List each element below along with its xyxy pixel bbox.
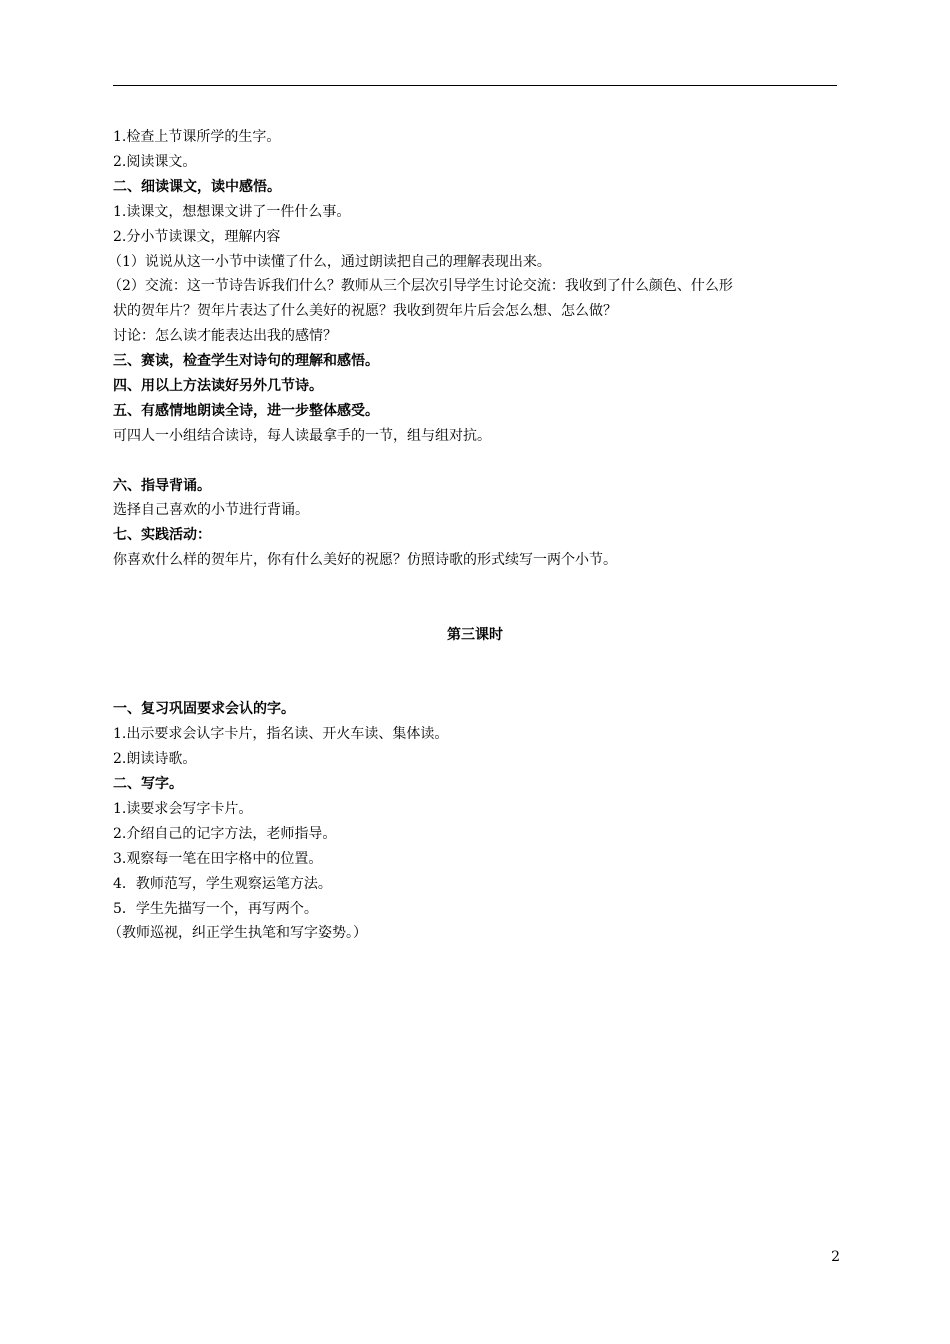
text-line: 可四人一小组结合读诗，每人读最拿手的一节，组与组对抗。	[113, 428, 491, 444]
text-line: 5．学生先描写一个，再写两个。	[113, 901, 318, 917]
text-line: 选择自己喜欢的小节进行背诵。	[113, 502, 309, 518]
text-line: 1.读课文，想想课文讲了一件什么事。	[113, 204, 351, 220]
section-heading: 六、指导背诵。	[113, 478, 211, 494]
lesson-title: 第三课时	[447, 627, 503, 643]
text-line: 2.阅读课文。	[113, 154, 197, 170]
header-rule	[113, 85, 837, 86]
text-line: （2）交流：这一节诗告诉我们什么？教师从三个层次引导学生讨论交流：我收到了什么颜色、什么形	[108, 278, 733, 294]
text-line: （教师巡视，纠正学生执笔和写字姿势。）	[108, 925, 367, 941]
text-line: 你喜欢什么样的贺年片，你有什么美好的祝愿？仿照诗歌的形式续写一两个小节。	[113, 552, 617, 568]
text-line: 1.读要求会写字卡片。	[113, 801, 253, 817]
text-line: 讨论：怎么读才能表达出我的感情？	[113, 328, 337, 344]
text-line: 3.观察每一笔在田字格中的位置。	[113, 851, 323, 867]
section-heading: 一、复习巩固要求会认的字。	[113, 701, 295, 717]
text-line: 2.介绍自己的记字方法，老师指导。	[113, 826, 337, 842]
text-line: 状的贺年片？贺年片表达了什么美好的祝愿？我收到贺年片后会怎么想、怎么做？	[113, 303, 617, 319]
section-heading: 二、写字。	[113, 776, 183, 792]
text-line: 2.分小节读课文，理解内容	[113, 229, 281, 245]
section-heading: 二、细读课文，读中感悟。	[113, 179, 281, 195]
section-heading: 四、用以上方法读好另外几节诗。	[113, 378, 323, 394]
section-heading: 五、有感情地朗读全诗，进一步整体感受。	[113, 403, 379, 419]
text-line: 1.出示要求会认字卡片，指名读、开火车读、集体读。	[113, 726, 449, 742]
text-line: （1）说说从这一小节中读懂了什么，通过朗读把自己的理解表现出来。	[108, 254, 551, 270]
section-heading: 三、赛读，检查学生对诗句的理解和感悟。	[113, 353, 379, 369]
section-heading: 七、实践活动：	[113, 527, 211, 543]
page-number: 2	[831, 1249, 840, 1265]
text-line: 2.朗读诗歌。	[113, 751, 197, 767]
text-line: 4．教师范写，学生观察运笔方法。	[113, 876, 332, 892]
text-line: 1.检查上节课所学的生字。	[113, 129, 281, 145]
